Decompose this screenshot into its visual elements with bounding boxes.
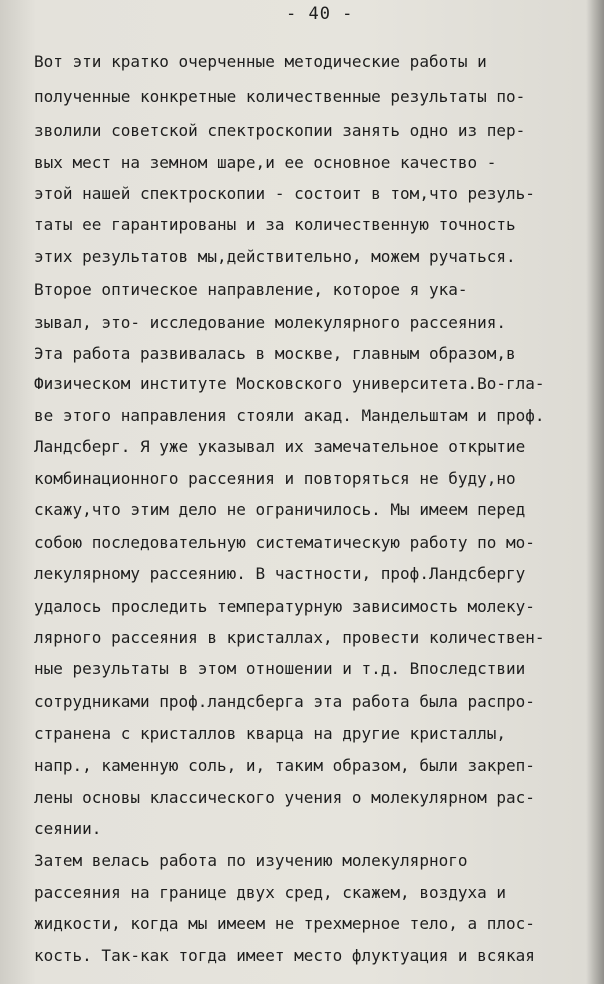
text-line: напр., каменную соль, и, таким образом, были закреп- <box>34 756 535 775</box>
text-line: собою последовательную систематическую работу по мо- <box>34 533 535 552</box>
text-line: жидкости, когда мы имеем не трехмерное тело, а плос- <box>34 914 535 933</box>
text-line: рассеяния на границе двух сред, скажем, воздуха и <box>34 883 507 902</box>
text-line: Вот эти кратко очерченные методические работы и <box>34 52 487 71</box>
text-line: сотрудниками проф.ландсберга эта работа была распро- <box>34 692 535 711</box>
text-line: ве этого направления стояли акад. Мандельштам и проф. <box>34 406 545 425</box>
text-line: полученные конкретные количественные результаты по- <box>34 87 526 106</box>
text-line: кость. Так-как тогда имеет место флуктуация и всякая <box>34 946 535 965</box>
text-line: этих результатов мы,действительно, можем ручаться. <box>34 247 516 266</box>
page-edge-shadow <box>586 0 604 984</box>
text-line: Второе оптическое направление, которое я ука- <box>34 280 468 299</box>
text-line: Эта работа развивалась в москве, главным образом,в <box>34 344 516 363</box>
text-line: комбинационного рассеяния и повторяться не буду,но <box>34 469 516 488</box>
text-line: скажу,что этим дело не ограничилось. Мы имеем перед <box>34 500 526 519</box>
text-line: сеянии. <box>34 819 102 838</box>
text-line: лярного рассеяния в кристаллах, провести количествен- <box>34 628 545 647</box>
text-line: зывал, это- исследование молекулярного рассеяния. <box>34 313 507 332</box>
text-line: ные результаты в этом отношении и т.д. Впоследствии <box>34 659 526 678</box>
text-line: лекулярному рассеянию. В частности, проф.Ландсбергу <box>34 564 526 583</box>
text-line: Ландсберг. Я уже указывал их замечательное открытие <box>34 437 526 456</box>
text-line: лены основы классического учения о молекулярном рас- <box>34 788 535 807</box>
text-line: зволили советской спектроскопии занять одно из пер- <box>34 121 526 140</box>
text-line: Физическом институте Московского университета.Во-гла- <box>34 374 545 393</box>
text-line: удалось проследить температурную зависимость молеку- <box>34 597 535 616</box>
text-line: Затем велась работа по изучению молекулярного <box>34 851 468 870</box>
text-line: таты ее гарантированы и за количественную точность <box>34 215 516 234</box>
page-number: - 40 - <box>286 4 354 24</box>
text-line: странена с кристаллов кварца на другие кристаллы, <box>34 724 507 743</box>
text-line: вых мест на земном шаре,и ее основное качество - <box>34 153 497 172</box>
text-line: этой нашей спектроскопии - состоит в том,что резуль- <box>34 184 535 203</box>
